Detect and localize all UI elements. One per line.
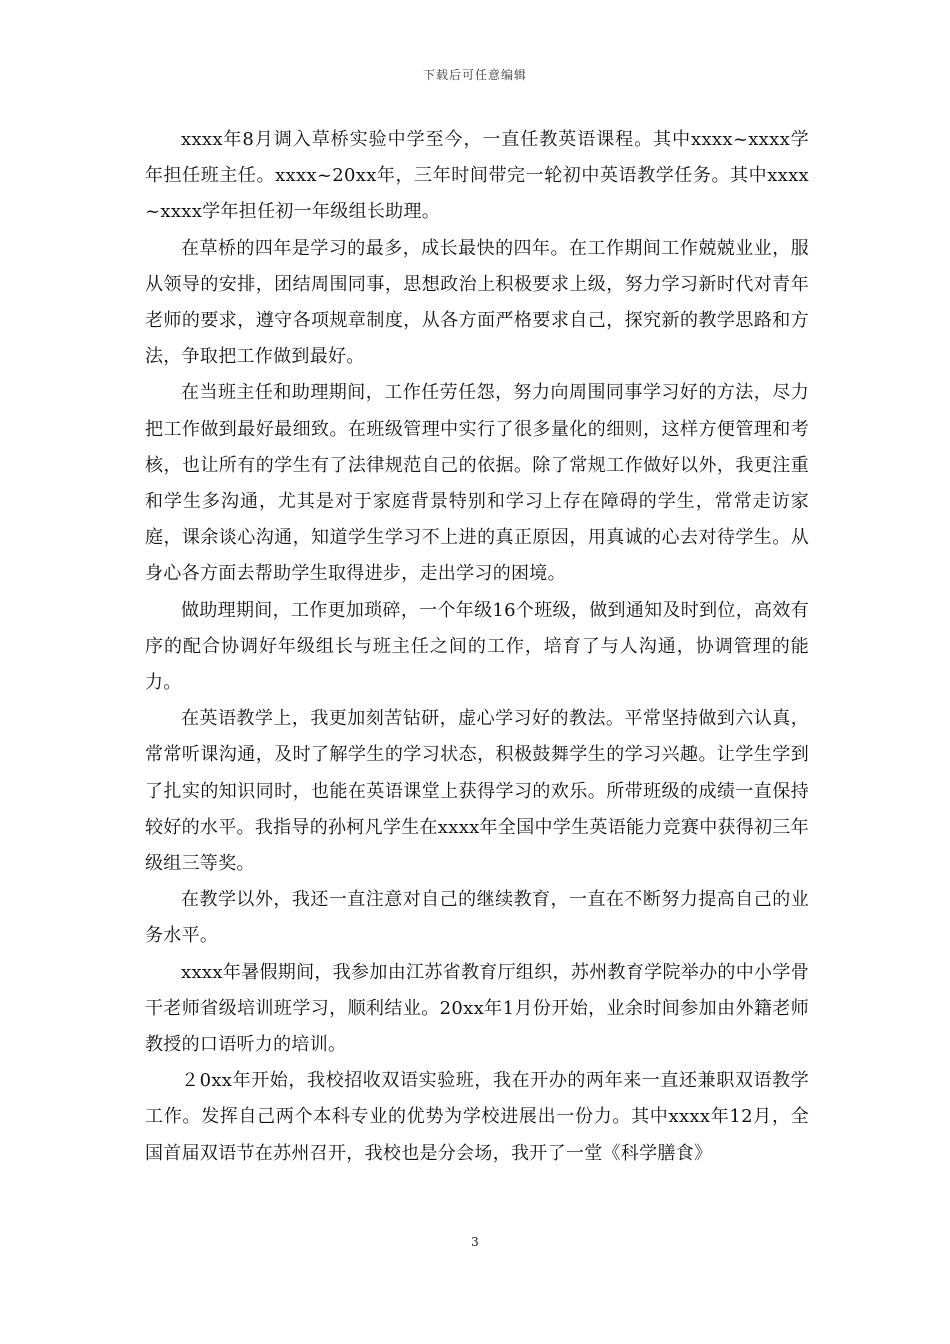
paragraph-8: ２0xx年开始，我校招收双语实验班，我在开办的两年来一直还兼职双语教学工作。发挥自己两个本科专业的优势为学校进展出一份力。其中xxxx年12月，全国首届双语节在苏州召开，我校也是分会场，我开了一堂《科学膳食》 bbox=[145, 1070, 809, 1164]
page-header: 下载后可任意编辑 bbox=[422, 68, 527, 82]
paragraph-1: xxxx年8月调入草桥实验中学至今，一直任教英语课程。其中xxxx~xxxx学年担任班主任。xxxx~20xx年，三年时间带完一轮初中英语教学任务。其中xxxx~xxxx学年担任初一年级组长助理。 bbox=[145, 129, 809, 223]
document-body bbox=[145, 122, 809, 1172]
paragraph-4: 做助理期间，工作更加琐碎，一个年级16个班级，做到通知及时到位，高效有序的配合协调好年级组长与班主任之间的工作，培育了与人沟通，协调管理的能力。 bbox=[145, 599, 809, 694]
page-number: 3 bbox=[471, 1235, 479, 1249]
paragraph-2: 在草桥的四年是学习的最多，成长最快的四年。在工作期间工作兢兢业业，服从领导的安排，团结周围同事，思想政治上积极要求上级，努力学习新时代对青年老师的要求，遵守各项规章制度，从各方面严格要求自己，探究新的教学思路和方法，争取把工作做到最好。 bbox=[145, 237, 809, 368]
paragraph-6: 在教学以外，我还一直注意对自己的继续教育，一直在不断努力提高自己的业务水平。 bbox=[145, 889, 809, 947]
paragraph-3: 在当班主任和助理期间，工作任劳任怨，努力向周围同事学习好的方法，尽力把工作做到最好最细致。在班级管理中实行了很多量化的细则，这样方便管理和考核，也让所有的学生有了法律规范自己的依据。除了常规工作做好以外，我更注重和学生多沟通，尤其是对于家庭背景特别和学习上存在障碍的学生，常常走访家庭，课余谈心沟通，知道学生学习不上进的真正原因，用真诚的心去对待学生。从身心各方面去帮助学生取得进步，走出学习的困境。 bbox=[145, 382, 809, 585]
paragraph-5: 在英语教学上，我更加刻苦钻研，虚心学习好的教法。平常坚持做到六认真，常常听课沟通，及时了解学生的学习状态，积极鼓舞学生的学习兴趣。让学生学到了扎实的知识同时，也能在英语课堂上获得学习的欢乐。所带班级的成绩一直保持较好的水平。我指导的孙柯凡学生在xxxx年全国中学生英语能力竞赛中获得初三年级组三等奖。 bbox=[145, 708, 810, 875]
paragraph-7: xxxx年暑假期间，我参加由江苏省教育厅组织，苏州教育学院举办的中小学骨干老师省级培训班学习，顺利结业。20xx年1月份开始，业余时间参加由外籍老师教授的口语听力的培训。 bbox=[145, 961, 809, 1056]
